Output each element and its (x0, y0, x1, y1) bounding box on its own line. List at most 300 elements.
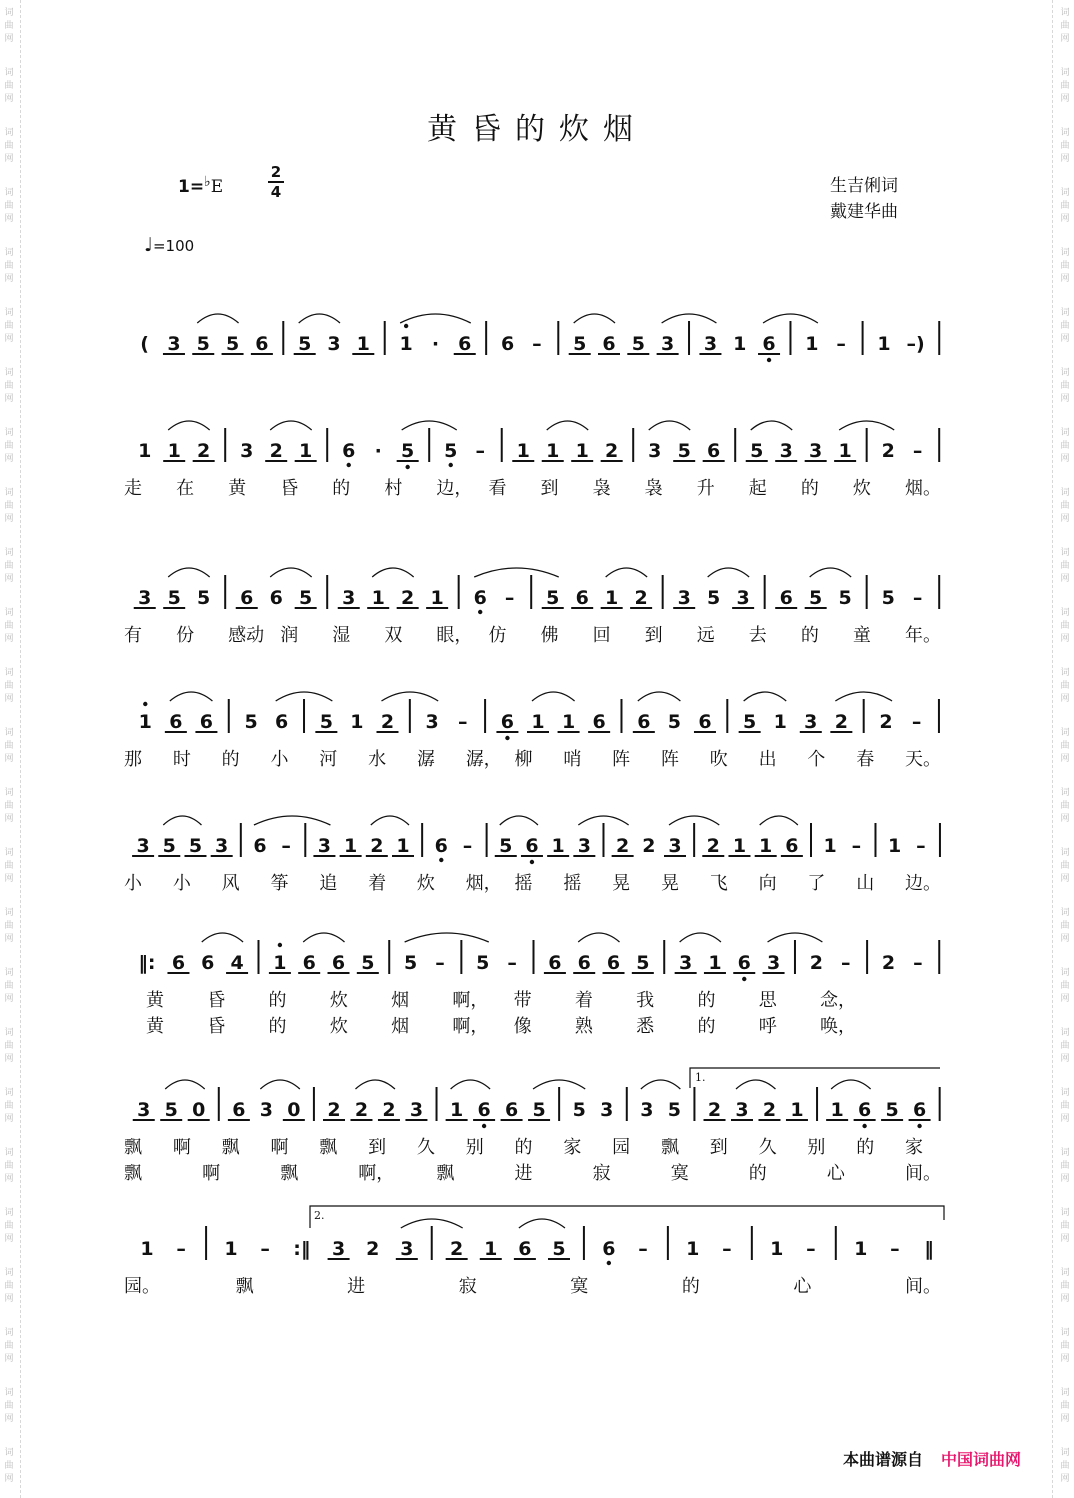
watermark-char: 曲 (4, 1401, 14, 1411)
note: 5 (244, 711, 258, 733)
source-site: 中国词曲网 (941, 1450, 1022, 1469)
note: 2 (879, 711, 893, 733)
octave-down-dot (530, 860, 534, 864)
watermark-char: 网 (1060, 1414, 1070, 1424)
slur (574, 314, 615, 323)
lyric-char: 河 (319, 749, 338, 770)
watermark-char: 词 (1060, 8, 1070, 18)
note: 2 (197, 440, 211, 462)
lyric-char: 了 (807, 873, 826, 894)
lyric-char: 家 (905, 1137, 923, 1158)
lyric-char: 晃 (612, 873, 631, 894)
lyric-char: 天。 (905, 749, 941, 770)
lyric-char: 小 (270, 749, 289, 770)
lyric-char: 的 (800, 478, 819, 499)
lyric-char: 双 (384, 625, 403, 646)
watermark-char: 网 (4, 1414, 14, 1424)
note: 1 (273, 952, 287, 974)
watermark-char: 网 (1060, 1234, 1070, 1244)
lyric-char: 飘 (436, 1163, 455, 1184)
watermark-char: 曲 (4, 321, 14, 331)
lyric-char: 晃 (660, 873, 679, 894)
watermark-char: 曲 (1060, 1461, 1070, 1471)
note: 4 (230, 952, 244, 974)
note: 6 (302, 952, 316, 974)
lyric-char: 我 (636, 990, 655, 1011)
lyric-char: 小 (124, 873, 142, 894)
note: 5 (476, 952, 490, 974)
note: 6 (240, 587, 254, 609)
lyric-char: 山 (856, 873, 875, 894)
note: 3 (735, 1099, 749, 1121)
watermark-char: 曲 (1060, 621, 1070, 631)
note: 5 (162, 835, 176, 857)
watermark-char: 曲 (1060, 321, 1070, 331)
note: 3 (640, 1099, 654, 1121)
lyric-char: 飘 (660, 1137, 679, 1158)
watermark-char: 网 (1060, 754, 1070, 764)
watermark-char: 网 (4, 1474, 14, 1484)
score-symbol: – (912, 440, 923, 462)
watermark-char: 词 (4, 488, 14, 498)
watermark-char: 网 (4, 334, 14, 344)
note: 6 (548, 952, 562, 974)
composer: 戴建华曲 (830, 202, 898, 222)
watermark-char: 网 (4, 94, 14, 104)
song-title: 黄昏的炊烟 (427, 112, 647, 147)
lyric-char: 的 (514, 1137, 533, 1158)
note: 3 (668, 835, 682, 857)
note: 5 (636, 952, 650, 974)
note: 3 (240, 440, 254, 462)
watermark-char: 曲 (4, 441, 14, 451)
lyric-char: 昏 (207, 990, 226, 1011)
right-margin-line (1052, 0, 1053, 1498)
slur (474, 568, 559, 577)
slur (270, 568, 311, 577)
score-symbol: – (911, 711, 922, 733)
note: 1 (138, 440, 152, 462)
slur (372, 568, 413, 577)
note: 5 (631, 333, 645, 355)
score-symbol: – (836, 333, 846, 355)
lyric-char: 的 (681, 1276, 700, 1297)
lyric-char: 阵 (612, 749, 631, 770)
lyric-char: 啊， (452, 990, 489, 1011)
note: 2 (762, 1099, 777, 1121)
note: 3 (600, 1099, 614, 1121)
note: 1 (854, 1238, 868, 1260)
note: 1 (759, 835, 773, 857)
watermark-char: 网 (1060, 994, 1070, 1004)
lyric-char: 念， (820, 990, 856, 1011)
slur (641, 1080, 680, 1089)
note: 2 (450, 1238, 464, 1260)
note: 1 (877, 333, 891, 355)
lyric-char: 家 (563, 1137, 582, 1158)
note: 3 (804, 711, 818, 733)
lyric-char: 袅 (644, 478, 663, 499)
watermark-char: 曲 (4, 81, 14, 91)
note: 1 (350, 711, 364, 733)
note: 5 (299, 587, 313, 609)
slur (500, 816, 538, 825)
score-symbol: – (851, 835, 862, 857)
lyric-char: 园 (612, 1137, 631, 1158)
lyric-char: 烟。 (905, 478, 941, 499)
lyric-char: 啊， (358, 1163, 395, 1184)
note: 1 (138, 711, 152, 733)
watermark-char: 网 (1060, 874, 1070, 884)
slur (736, 1080, 775, 1089)
note: 5 (167, 587, 181, 609)
note: 6 (201, 952, 215, 974)
watermark-char: 网 (4, 454, 14, 464)
watermark-char: 词 (4, 128, 14, 138)
note: 5 (838, 587, 852, 609)
watermark-char: 词 (4, 188, 14, 198)
watermark-char: 词 (4, 1208, 14, 1218)
watermark-char: 词 (1060, 728, 1070, 738)
watermark-char: 词 (1060, 908, 1070, 918)
lyric-char: 寂 (458, 1276, 477, 1297)
lyric-char: 园。 (124, 1276, 160, 1297)
score-symbol: – (913, 952, 923, 974)
watermark-char: 曲 (4, 741, 14, 751)
watermark-char: 词 (4, 788, 14, 798)
watermark-char: 网 (4, 34, 14, 44)
watermark-char: 词 (4, 428, 14, 438)
lyric-char: 带 (513, 990, 532, 1011)
lyric-char: 黄 (228, 478, 247, 499)
lyric-char: 的 (268, 990, 287, 1011)
lyric-char: 飞 (709, 873, 728, 894)
slur (547, 421, 588, 430)
watermark-char: 曲 (1060, 1401, 1070, 1411)
note: 5 (677, 440, 691, 462)
note: 1 (396, 835, 410, 857)
note: 5 (809, 587, 823, 609)
slur (519, 1219, 565, 1228)
lyric-char: 的 (856, 1137, 875, 1158)
note: 3 (677, 587, 691, 609)
key-signature (178, 174, 223, 197)
score-symbol: – (722, 1238, 732, 1260)
watermark-char: 网 (4, 514, 14, 524)
key-prefix: 1= (178, 177, 205, 197)
lyric-char: 炊 (329, 990, 348, 1011)
watermark-char: 词 (1060, 1328, 1070, 1338)
lyric-char: 远 (696, 625, 715, 646)
watermark-char: 网 (4, 1234, 14, 1244)
note: 3 (425, 711, 439, 733)
note: 5 (667, 711, 682, 733)
note: 2 (370, 835, 384, 857)
slur (405, 933, 489, 942)
lyric-char: 炊 (852, 478, 871, 499)
watermark-char: 词 (4, 68, 14, 78)
lyric-char: 飘 (221, 1137, 240, 1158)
watermark-char: 词 (1060, 1028, 1070, 1038)
watermark-char: 曲 (1060, 81, 1070, 91)
note: 1 (551, 835, 565, 857)
tempo-value: =100 (152, 237, 195, 255)
note: 2 (834, 711, 848, 733)
note: 5 (188, 835, 203, 857)
note: 2 (706, 835, 720, 857)
key-tonic: E (210, 177, 224, 197)
watermark-char: 网 (4, 1354, 14, 1364)
watermark-char: 曲 (4, 1161, 14, 1171)
note: 1 (708, 952, 722, 974)
watermark-char: 曲 (4, 21, 14, 31)
watermark-char: 曲 (1060, 921, 1070, 931)
note: 1 (686, 1238, 700, 1260)
score-symbol: ‖ (924, 1238, 934, 1260)
note: 6 (342, 440, 356, 462)
watermark-strip-right (1058, 0, 1072, 1498)
note: 2 (380, 711, 395, 733)
lyric-char: 烟 (391, 990, 410, 1011)
watermark-char: 词 (1060, 1268, 1070, 1278)
watermark-char: 曲 (4, 921, 14, 931)
slur (578, 816, 628, 825)
score-symbol: – (260, 1238, 270, 1260)
lyric-char: 摇 (514, 873, 533, 894)
source-label: 本曲谱源自 (843, 1450, 924, 1469)
lyric-char: 熟 (574, 1016, 593, 1037)
volta-bracket-first (690, 1068, 940, 1088)
score-symbol: – (507, 952, 517, 974)
note: 6 (912, 1099, 927, 1121)
watermark-char: 词 (1060, 968, 1070, 978)
slur (533, 1080, 585, 1089)
lyric-char: 像 (513, 1016, 532, 1037)
watermark-char: 词 (4, 1328, 14, 1338)
volta-label-second: 2. (314, 1209, 325, 1222)
note: 3 (648, 440, 662, 462)
watermark-char: 曲 (1060, 741, 1070, 751)
slur (839, 421, 894, 430)
lyric-char: 看 (488, 478, 507, 499)
note: 6 (255, 333, 269, 355)
lyric-char: 的 (268, 1016, 287, 1037)
note: 1 (449, 1099, 464, 1121)
watermark-char: 网 (4, 1294, 14, 1304)
watermark-char: 曲 (4, 1101, 14, 1111)
note: 0 (287, 1099, 301, 1121)
watermark-char: 曲 (1060, 801, 1070, 811)
watermark-char: 网 (4, 1054, 14, 1064)
slur (402, 421, 457, 430)
note: 3 (327, 333, 341, 355)
watermark-char: 曲 (1060, 381, 1070, 391)
lyric-char: 哨 (563, 749, 582, 770)
octave-down-dot (505, 736, 509, 740)
watermark-char: 曲 (1060, 201, 1070, 211)
note: 2 (881, 952, 896, 974)
lyric-char: 寞 (570, 1276, 589, 1297)
note: 6 (698, 711, 712, 733)
score-symbol: – (281, 835, 291, 857)
lyric-char: 的 (221, 749, 240, 770)
note: 6 (707, 440, 721, 462)
slur (165, 1080, 204, 1089)
lyric-char: 春 (856, 749, 875, 770)
lyric-char: 风 (221, 873, 240, 894)
note: 5 (572, 1099, 586, 1121)
slur (168, 568, 209, 577)
watermark-char: 词 (1060, 1148, 1070, 1158)
note: 3 (779, 440, 793, 462)
lyric-char: 那 (124, 749, 142, 770)
lyric-char: 悉 (636, 1016, 655, 1037)
watermark-char: 词 (4, 728, 14, 738)
note: 6 (577, 952, 591, 974)
watermark-char: 词 (4, 968, 14, 978)
lyric-char: 着 (368, 873, 387, 894)
lyric-char: 柳 (514, 749, 533, 770)
note: 6 (762, 333, 776, 355)
watermark-char: 网 (1060, 634, 1070, 644)
slur (760, 816, 798, 825)
note: 6 (500, 711, 515, 733)
watermark-char: 网 (1060, 1474, 1070, 1484)
note: 1 (773, 711, 787, 733)
note: 0 (192, 1099, 206, 1121)
score-symbol: – (916, 835, 926, 857)
watermark-char: 曲 (4, 801, 14, 811)
lyric-char: 走 (124, 478, 142, 499)
lyric-char: 飘 (319, 1137, 338, 1158)
lyric-char: 湿 (332, 625, 351, 646)
lyric-char: 进 (347, 1276, 366, 1297)
score-symbol: ( (140, 333, 149, 355)
note: 3 (809, 440, 823, 462)
lyric-char: 别 (465, 1137, 484, 1158)
lyric-char: 童 (852, 625, 871, 646)
octave-down-dot (767, 358, 771, 362)
score-symbol: – (176, 1238, 186, 1260)
score-symbol: :‖ (293, 1238, 311, 1260)
watermark-char: 词 (4, 1268, 14, 1278)
note: 3 (679, 952, 693, 974)
note: 5 (532, 1099, 546, 1121)
score-symbol: –) (906, 333, 925, 355)
note: 6 (779, 587, 793, 609)
lyric-char: 有 (124, 625, 142, 646)
octave-down-dot (742, 977, 746, 981)
note: 5 (552, 1238, 566, 1260)
lyric-char: 出 (758, 749, 777, 770)
note: 6 (637, 711, 651, 733)
lyric-char: 烟 (391, 1016, 410, 1037)
lyric-char: 昏 (207, 1016, 226, 1037)
note: 3 (317, 835, 332, 857)
note: 1 (733, 333, 747, 355)
slur (254, 816, 330, 825)
note: 3 (766, 952, 781, 974)
lyric-char: 在 (176, 478, 195, 499)
lyric-char: 唤， (820, 1016, 856, 1037)
note: 6 (592, 711, 606, 733)
note: 5 (743, 711, 757, 733)
slur (744, 692, 787, 701)
lyric-char: 到 (709, 1137, 728, 1158)
lyric-char: 水 (368, 749, 387, 770)
watermark-char: 曲 (4, 1281, 14, 1291)
watermark-char: 词 (4, 668, 14, 678)
watermark-char: 词 (4, 1448, 14, 1458)
lyric-char: 仿 (488, 625, 507, 646)
lyric-char: 寂 (592, 1163, 611, 1184)
note: 3 (703, 333, 718, 355)
slur (276, 692, 333, 701)
lyric-char: 袅 (592, 478, 611, 499)
note: 5 (667, 1099, 681, 1121)
watermark-char: 网 (1060, 1174, 1070, 1184)
note: 1 (430, 587, 444, 609)
watermark-char: 词 (4, 8, 14, 18)
watermark-char: 词 (1060, 488, 1070, 498)
note: 6 (500, 333, 515, 355)
note: 6 (785, 835, 799, 857)
note: 6 (434, 835, 448, 857)
watermark-char: 曲 (4, 561, 14, 571)
score-symbol: – (912, 587, 923, 609)
score-symbol: – (504, 587, 515, 609)
lyric-char: 啊 (172, 1137, 191, 1158)
slur (168, 421, 209, 430)
note: 3 (331, 1238, 346, 1260)
score-symbol: – (638, 1238, 648, 1260)
score-symbol: – (435, 952, 445, 974)
lyric-char: 间。 (905, 1163, 941, 1184)
slur (303, 933, 344, 942)
lyric-char: 年。 (905, 625, 941, 646)
note: 5 (881, 587, 895, 609)
watermark-char: 网 (1060, 694, 1070, 704)
note: 1 (516, 440, 530, 462)
slur (401, 1219, 463, 1228)
slur (578, 933, 619, 942)
watermark-char: 网 (1060, 334, 1070, 344)
watermark-char: 网 (1060, 394, 1070, 404)
note: 3 (660, 333, 675, 355)
watermark-char: 曲 (1060, 1281, 1070, 1291)
watermark-char: 词 (4, 1028, 14, 1038)
note: 1 (561, 711, 576, 733)
note: 1 (790, 1099, 804, 1121)
note: 5 (444, 440, 458, 462)
note: 1 (224, 1238, 238, 1260)
slur (831, 1080, 870, 1089)
lyric-char: 啊 (202, 1163, 221, 1184)
slur (669, 816, 719, 825)
watermark-char: 曲 (4, 861, 14, 871)
slur (260, 1080, 299, 1089)
watermark-char: 网 (4, 394, 14, 404)
slur (355, 1080, 394, 1089)
note: 3 (577, 835, 591, 857)
note: 6 (331, 952, 346, 974)
note: 1 (399, 333, 413, 355)
watermark-char: 曲 (1060, 681, 1070, 691)
score-symbol: – (475, 440, 485, 462)
tempo-marking (144, 234, 194, 256)
note: 5 (750, 440, 764, 462)
lyric-char: 黄 (146, 990, 164, 1011)
